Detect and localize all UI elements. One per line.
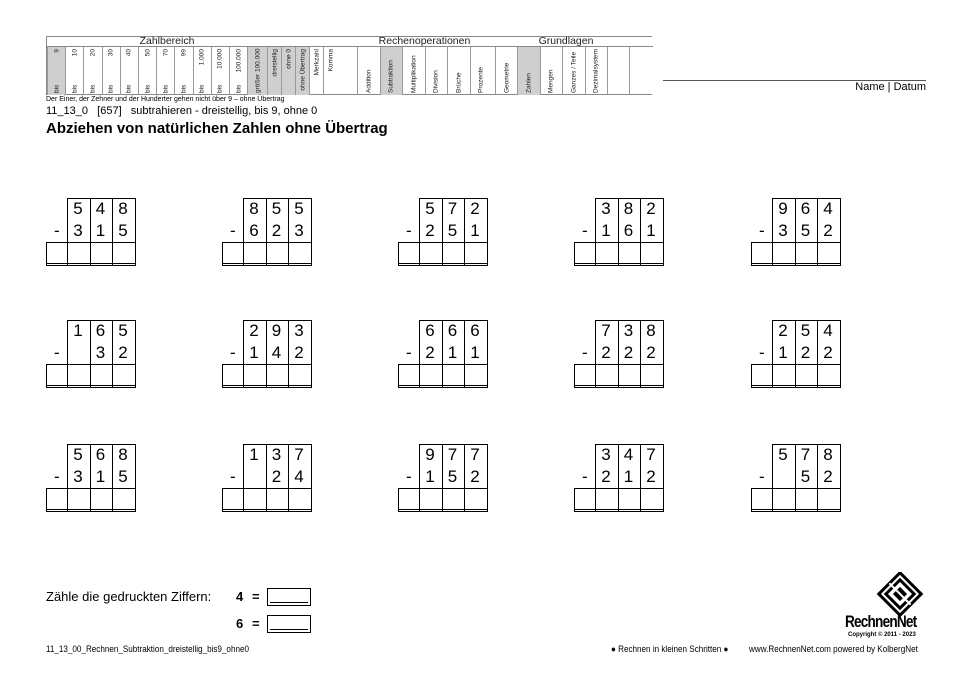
header-col-label: Division xyxy=(432,70,440,93)
grid-line xyxy=(442,242,443,266)
worksheet-title: Abziehen von natürlichen Zahlen ohne Übertrag xyxy=(46,120,388,137)
grid-line xyxy=(135,488,136,512)
operation-col xyxy=(357,47,380,95)
header-col-label: 10 xyxy=(71,49,79,57)
grid-line xyxy=(46,364,47,388)
grid-line xyxy=(464,242,465,266)
header-col-label: Komma xyxy=(327,49,335,72)
operation-col xyxy=(380,47,403,95)
operation-col xyxy=(470,47,493,95)
minuend-digit: 9 xyxy=(778,199,788,218)
subtrahend-digit: 1 xyxy=(778,343,788,362)
grid-line xyxy=(663,488,664,512)
grid-line xyxy=(135,242,136,266)
minuend-digit: 5 xyxy=(73,445,83,464)
header-col-label: 100.000 xyxy=(235,49,243,73)
minus-sign: - xyxy=(582,343,588,362)
header-col-label: Merkzahl xyxy=(313,49,321,76)
minuend-digit: 7 xyxy=(470,445,480,464)
header-col-label: dreistellig xyxy=(271,49,279,77)
minuend-digit: 2 xyxy=(646,199,656,218)
grid-line xyxy=(311,320,312,364)
zahlbereich-col xyxy=(156,47,174,95)
geometrie-col xyxy=(495,47,517,95)
minuend-digit: 4 xyxy=(823,199,833,218)
grid-line xyxy=(243,364,244,388)
minuend-digit: 6 xyxy=(95,445,106,464)
minuend-digit: 6 xyxy=(425,321,435,340)
operation-col xyxy=(425,47,448,95)
grid-line xyxy=(817,364,818,388)
minuend-digit: 1 xyxy=(249,445,259,464)
subtrahend-digit: 2 xyxy=(425,221,435,240)
grid-line xyxy=(419,364,420,388)
count-digit-6: 6 xyxy=(236,616,244,631)
zahlbereich-col xyxy=(47,47,65,95)
subtraction-problem xyxy=(46,444,136,512)
grid-line xyxy=(222,364,223,388)
header-col-label: Ganzes / Teile xyxy=(570,51,578,93)
zahlbereich-col xyxy=(65,47,83,95)
grundlagen-col xyxy=(562,47,585,95)
extra-col xyxy=(267,47,281,95)
grid-line xyxy=(618,488,619,512)
operation-col xyxy=(402,47,425,95)
grid-line xyxy=(640,488,641,512)
grid-line xyxy=(795,364,796,388)
minuend-digit: 4 xyxy=(823,321,833,340)
subtraction-problem xyxy=(46,198,136,266)
grid-line xyxy=(419,242,420,266)
grid-line xyxy=(618,242,619,266)
subtrahend-digit: 1 xyxy=(95,221,106,240)
grid-line xyxy=(288,488,289,512)
minus-sign: - xyxy=(54,343,60,362)
grid-line xyxy=(663,320,664,364)
grid-line xyxy=(222,488,223,512)
minuend-digit: 5 xyxy=(800,321,811,340)
minuend-digit: 2 xyxy=(470,199,480,218)
subtrahend-digit: 1 xyxy=(623,467,634,486)
grundlagen-col xyxy=(517,47,540,95)
grid-line xyxy=(795,242,796,266)
header-col-label: bis xyxy=(144,84,152,93)
header-col-label: bis xyxy=(107,84,115,93)
grid-line xyxy=(772,242,773,266)
subtraction-problem xyxy=(751,320,841,388)
minuend-digit: 5 xyxy=(778,445,788,464)
minuend-digit: 7 xyxy=(800,445,811,464)
minuend-digit: 6 xyxy=(800,199,811,218)
grid-line xyxy=(398,488,399,512)
grid-line xyxy=(67,488,68,512)
subtrahend-digit: 1 xyxy=(470,221,480,240)
grid-line xyxy=(288,242,289,266)
grid-line xyxy=(135,364,136,388)
grid-line xyxy=(398,242,399,266)
zahlbereich-col xyxy=(174,47,192,95)
grid-line xyxy=(266,364,267,388)
grid-line xyxy=(135,320,136,364)
grid-line xyxy=(487,320,488,364)
grid-line xyxy=(595,488,596,512)
minuend-digit: 3 xyxy=(601,199,611,218)
zahlbereich-col xyxy=(102,47,120,95)
subtrahend-digit: 4 xyxy=(294,467,304,486)
grid-line xyxy=(772,364,773,388)
minus-sign: - xyxy=(406,221,412,240)
grid-line xyxy=(574,488,575,512)
operation-col xyxy=(447,47,470,95)
subtraction-problem xyxy=(222,198,312,266)
minuend-digit: 5 xyxy=(425,199,435,218)
grid-line xyxy=(90,364,91,388)
minus-sign: - xyxy=(54,467,60,486)
grid-line xyxy=(243,488,244,512)
grid-line xyxy=(46,242,47,266)
grid-line xyxy=(90,242,91,266)
minuend-digit: 3 xyxy=(294,321,304,340)
category-header-table xyxy=(46,36,652,95)
subtrahend-digit: 1 xyxy=(601,221,611,240)
header-col-label: bis xyxy=(198,84,206,93)
subtrahend-digit: 2 xyxy=(623,343,634,362)
grid-line xyxy=(663,242,664,266)
minuend-digit: 8 xyxy=(646,321,656,340)
grundlagen-col xyxy=(540,47,563,95)
subtrahend-digit: 2 xyxy=(470,467,480,486)
count-label: Zähle die gedruckten Ziffern: xyxy=(46,589,212,604)
subtrahend-digit: 2 xyxy=(271,221,282,240)
minus-sign: - xyxy=(406,343,412,362)
grid-line xyxy=(311,488,312,512)
grid-line xyxy=(135,198,136,242)
minus-sign: - xyxy=(582,221,588,240)
grid-line xyxy=(795,488,796,512)
blank-col xyxy=(629,47,653,95)
name-datum-label: Name | Datum xyxy=(855,81,926,93)
minuend-digit: 5 xyxy=(118,321,128,340)
subtrahend-digit: 1 xyxy=(425,467,435,486)
rule-note: Der Einer, der Zehner und der Hunderter gehen nicht über 9 – ohne Übertrag xyxy=(46,96,285,103)
subtraction-problem xyxy=(398,198,488,266)
subtrahend-digit: 5 xyxy=(118,467,128,486)
minus-sign: - xyxy=(759,467,765,486)
count-answer-box-6[interactable] xyxy=(267,615,311,633)
subtraction-problem xyxy=(222,444,312,512)
header-col-label: bis xyxy=(125,84,133,93)
minuend-digit: 8 xyxy=(249,199,259,218)
header-col-label: 30 xyxy=(107,49,115,57)
zahlbereich-col xyxy=(229,47,247,95)
grid-line xyxy=(574,364,575,388)
grid-line xyxy=(67,242,68,266)
header-col-label: Zahlen xyxy=(525,73,533,93)
subtraction-problem xyxy=(574,444,664,512)
grid-line xyxy=(398,364,399,388)
minus-sign: - xyxy=(230,221,236,240)
subtrahend-digit: 2 xyxy=(646,343,656,362)
subtrahend-digit: 3 xyxy=(294,221,304,240)
zahlbereich-col xyxy=(193,47,211,95)
zahlbereich-col xyxy=(247,47,267,95)
subtrahend-digit: 2 xyxy=(823,467,833,486)
grid-line xyxy=(464,364,465,388)
header-col-label: 20 xyxy=(89,49,97,57)
minuend-digit: 3 xyxy=(623,321,634,340)
header-col-label: ohne 0 xyxy=(285,49,293,69)
extra-col xyxy=(323,47,337,95)
grid-line xyxy=(311,198,312,242)
subtrahend-digit xyxy=(772,466,794,488)
minuend-digit: 2 xyxy=(778,321,788,340)
grid-line xyxy=(112,242,113,266)
minuend-digit: 6 xyxy=(95,321,106,340)
minuend-digit: 8 xyxy=(823,445,833,464)
subtrahend-digit xyxy=(67,342,89,364)
grid-line xyxy=(663,444,664,488)
subtrahend-digit: 2 xyxy=(271,467,282,486)
subtrahend-digit: 1 xyxy=(95,467,106,486)
header-col-label: Multiplikation xyxy=(410,55,418,93)
minuend-digit: 5 xyxy=(271,199,282,218)
grid-line xyxy=(840,444,841,488)
subtrahend-digit: 1 xyxy=(470,343,480,362)
subtraction-problem xyxy=(751,198,841,266)
minuend-digit: 6 xyxy=(470,321,480,340)
grid-line xyxy=(663,198,664,242)
zahlbereich-col xyxy=(120,47,138,95)
minus-sign: - xyxy=(54,221,60,240)
subtrahend-digit: 1 xyxy=(447,343,458,362)
subtrahend-digit: 2 xyxy=(823,343,833,362)
blank-col xyxy=(607,47,629,95)
header-col-label: 1.000 xyxy=(198,49,206,66)
grid-line xyxy=(266,488,267,512)
header-col-label: bis xyxy=(162,84,170,93)
grid-line xyxy=(840,320,841,364)
subtrahend-digit: 3 xyxy=(778,221,788,240)
header-col-label: größer 100.000 xyxy=(254,48,262,93)
count-eq-4: = xyxy=(252,589,260,604)
grundlagen-col xyxy=(585,47,608,95)
grid-line xyxy=(840,242,841,266)
header-col-label: 70 xyxy=(162,49,170,57)
minus-sign: - xyxy=(582,467,588,486)
minus-sign: - xyxy=(406,467,412,486)
grid-line xyxy=(840,488,841,512)
count-answer-box-4[interactable] xyxy=(267,588,311,606)
minuend-digit: 5 xyxy=(73,199,83,218)
minuend-digit: 9 xyxy=(425,445,435,464)
copyright: Copyright © 2011 - 2023 xyxy=(848,632,916,638)
header-col-label: 99 xyxy=(180,49,188,57)
grid-line xyxy=(135,444,136,488)
zahlbereich-col xyxy=(83,47,101,95)
grid-line xyxy=(46,488,47,512)
subtrahend-digit: 2 xyxy=(800,343,811,362)
grid-line xyxy=(243,242,244,266)
grid-line xyxy=(840,198,841,242)
subtrahend-digit: 3 xyxy=(95,343,106,362)
minuend-digit: 7 xyxy=(601,321,611,340)
subtraction-problem xyxy=(751,444,841,512)
header-col-label: 9 xyxy=(53,49,61,53)
footer-center: ● Rechnen in kleinen Schritten ● xyxy=(611,644,729,654)
header-col-label: bis xyxy=(235,84,243,93)
minuend-digit: 3 xyxy=(271,445,282,464)
grid-line xyxy=(442,364,443,388)
subtrahend-digit: 6 xyxy=(623,221,634,240)
minus-sign: - xyxy=(230,343,236,362)
minuend-digit: 1 xyxy=(73,321,83,340)
grid-line xyxy=(817,242,818,266)
subtraction-problem xyxy=(46,320,136,388)
subtrahend-digit: 4 xyxy=(271,343,282,362)
subtrahend-digit: 3 xyxy=(73,221,83,240)
minuend-digit: 8 xyxy=(118,199,128,218)
header-col-label: 40 xyxy=(125,49,133,57)
extra-col xyxy=(309,47,323,95)
grid-line xyxy=(288,364,289,388)
header-col-label: bis xyxy=(53,84,61,93)
grid-line xyxy=(222,242,223,266)
minuend-digit: 5 xyxy=(294,199,304,218)
minuend-digit: 8 xyxy=(623,199,634,218)
grid-line xyxy=(640,364,641,388)
zahlbereich-title: Zahlbereich xyxy=(139,35,195,47)
header-col-label: ohne Übertrag xyxy=(299,49,307,91)
header-col-label: 50 xyxy=(144,49,152,57)
header-col-label: Dezimalsystem xyxy=(592,48,600,93)
subtraction-problem xyxy=(222,320,312,388)
grid-line xyxy=(595,242,596,266)
grid-line xyxy=(751,488,752,512)
grid-line xyxy=(817,488,818,512)
subtrahend-digit: 1 xyxy=(249,343,259,362)
extra-col xyxy=(281,47,295,95)
extra-col xyxy=(295,47,309,95)
grid-line xyxy=(112,364,113,388)
subtrahend-digit: 5 xyxy=(800,467,811,486)
minuend-digit: 3 xyxy=(601,445,611,464)
minuend-digit: 7 xyxy=(294,445,304,464)
header-col-label: bis xyxy=(216,84,224,93)
minuend-digit: 2 xyxy=(249,321,259,340)
grid-line xyxy=(618,364,619,388)
subtrahend-digit: 2 xyxy=(646,467,656,486)
zahlbereich-col xyxy=(211,47,229,95)
grid-line xyxy=(640,242,641,266)
subtrahend-digit: 2 xyxy=(601,467,611,486)
subtraction-problem xyxy=(398,444,488,512)
subtrahend-digit: 2 xyxy=(601,343,611,362)
rechenoperationen-title: Rechenoperationen xyxy=(378,35,471,47)
header-col-label: Subtraktion xyxy=(387,60,395,93)
minus-sign: - xyxy=(230,467,236,486)
subtrahend-digit: 2 xyxy=(823,221,833,240)
grid-line xyxy=(663,364,664,388)
header-col-label: Brüche xyxy=(455,72,463,93)
minuend-digit: 4 xyxy=(95,199,106,218)
subtrahend-digit: 2 xyxy=(118,343,128,362)
grid-line xyxy=(595,364,596,388)
minus-sign: - xyxy=(759,343,765,362)
grid-line xyxy=(266,242,267,266)
grid-line xyxy=(487,488,488,512)
minuend-digit: 7 xyxy=(447,445,458,464)
subtraction-problem xyxy=(574,320,664,388)
subtrahend-digit: 5 xyxy=(447,221,458,240)
minuend-digit: 7 xyxy=(646,445,656,464)
grid-line xyxy=(772,488,773,512)
grid-line xyxy=(751,242,752,266)
grid-line xyxy=(487,198,488,242)
header-col-label: bis xyxy=(89,84,97,93)
logo-text: RechnenNet xyxy=(845,612,917,631)
grundlagen-title: Grundlagen xyxy=(538,35,594,47)
header-col-label: bis xyxy=(180,84,188,93)
subtraction-problem xyxy=(398,320,488,388)
subtrahend-digit: 6 xyxy=(249,221,259,240)
grid-line xyxy=(419,488,420,512)
minuend-digit: 4 xyxy=(623,445,634,464)
grid-line xyxy=(574,242,575,266)
subtrahend-digit xyxy=(243,466,265,488)
header-col-label: Mengen xyxy=(547,69,555,93)
count-digit-4: 4 xyxy=(236,589,244,604)
grid-line xyxy=(112,488,113,512)
worksheet-code: 11_13_0 [657] subtrahieren - dreistellig, bis 9, ohne 0 xyxy=(46,105,318,117)
header-col-label: Prozente xyxy=(477,66,485,93)
subtrahend-digit: 3 xyxy=(73,467,83,486)
header-col-label: Addition xyxy=(365,69,373,93)
grid-line xyxy=(90,488,91,512)
footer-website: www.RechnenNet.com powered by KolbergNet xyxy=(749,644,918,654)
minus-sign: - xyxy=(759,221,765,240)
minuend-digit: 7 xyxy=(447,199,458,218)
footer-filename: 11_13_00_Rechnen_Subtraktion_dreistellig_bis9_ohne0 xyxy=(46,644,249,654)
subtrahend-digit: 5 xyxy=(118,221,128,240)
grid-line xyxy=(487,364,488,388)
grid-line xyxy=(311,444,312,488)
subtrahend-digit: 2 xyxy=(294,343,304,362)
grid-line xyxy=(751,364,752,388)
grid-line xyxy=(311,364,312,388)
minuend-digit: 6 xyxy=(447,321,458,340)
count-eq-6: = xyxy=(252,616,260,631)
grid-line xyxy=(487,444,488,488)
grid-line xyxy=(67,364,68,388)
header-col-label: Geometrie xyxy=(503,62,510,93)
header-col-label: 10.000 xyxy=(216,49,224,69)
grid-line xyxy=(464,488,465,512)
subtrahend-digit: 5 xyxy=(447,467,458,486)
minuend-digit: 9 xyxy=(271,321,282,340)
subtraction-problem xyxy=(574,198,664,266)
subtrahend-digit: 2 xyxy=(425,343,435,362)
grid-line xyxy=(840,364,841,388)
grid-line xyxy=(487,242,488,266)
subtrahend-digit: 5 xyxy=(800,221,811,240)
header-col-label: bis xyxy=(71,84,79,93)
grid-line xyxy=(311,242,312,266)
zahlbereich-col xyxy=(138,47,156,95)
minuend-digit: 8 xyxy=(118,445,128,464)
subtrahend-digit: 1 xyxy=(646,221,656,240)
grid-line xyxy=(442,488,443,512)
